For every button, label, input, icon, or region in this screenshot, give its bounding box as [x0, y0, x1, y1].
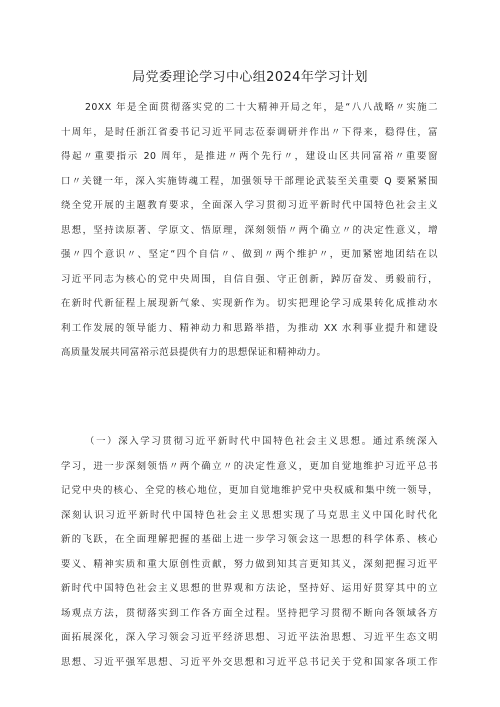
section-one-line: 思想、习近平强军思想、习近平外交思想和习近平总书记关于党和国家各项工作	[61, 656, 438, 668]
section-one-line: 深刻认识习近平新时代中国特色社会主义思想实现了马克思主义中国化时代化	[61, 509, 438, 521]
intro-paragraph-line: 在新时代新征程上展现新气象、实现新作为。切实把理论学习成果转化成推动水	[61, 298, 438, 309]
intro-paragraph-line: 绕全党开展的主题教育要求，全面深入学习贯彻习近平新时代中国特色社会主义	[61, 200, 438, 211]
section-one-line: 面拓展深化，深入学习领会习近平经济思想、习近平法治思想、习近平生态文明	[61, 632, 438, 643]
section-one-line: 记党中央的核心、全党的核心地位，更加自觉地维护党中央权威和集中统一领导，	[61, 485, 438, 496]
intro-paragraph-line: 利工作发展的领导能力、精神动力和思路举措，为推动 XX 水利事业提升和建设	[61, 322, 438, 334]
section-one-line: 要义、精神实质和重大原创性贡献，努力做到知其言更知其义，深刻把握习近平	[61, 558, 438, 570]
intro-paragraph-line: 强〃四个意识〃、坚定“四个自信〃、做到〃两个维护〃，更加紧密地团结在以	[61, 249, 438, 260]
intro-paragraph-line: 得起〃重要指示 20 周年，是推进〃两个先行〃，建设山区共同富裕〃重要窗	[61, 151, 438, 162]
section-one-line: 新时代中国特色社会主义思想的世界观和方法论，坚持好、运用好贯穿其中的立	[61, 583, 438, 594]
intro-paragraph-line: 高质量发展共同富裕示范县提供有力的思想保证和精神动力。	[61, 347, 327, 358]
section-one-line: （一）深入学习贯彻习近平新时代中国特色社会主义思想。通过系统深入	[85, 436, 438, 447]
section-one-line: 学习，进一步深刻领悟〃两个确立〃的决定性意义，更加自觉地维护习近平总书	[61, 460, 438, 472]
intro-paragraph-line: 口〃关键一年，深入实施铸魂工程，加强领导干部理论武装至关重要 Q 要紧紧围	[61, 175, 438, 187]
section-one-line: 新的飞跃，在全面理解把握的基础上进一步学习领会这一思想的科学体系、核心	[61, 534, 438, 545]
intro-paragraph-line: 20XX 年是全面贯彻落实党的二十大精神开局之年，是“八八战略〃实施二	[85, 102, 438, 113]
intro-paragraph-line: 思想，坚持读原著、学原文、悟原理，深刻领悟〃两个确立〃的决定性意义，增	[61, 224, 438, 236]
intro-paragraph-line: 习近平同志为核心的党中央周围，自信自强、守正创新，踔厉奋发、勇毅前行，	[61, 273, 438, 285]
intro-paragraph-line: 十周年，是时任浙江省委书记习近平同志莅泰调研并作出〃下得来，稳得住，富	[61, 126, 438, 138]
document-title: 局党委理论学习中心组2024年学习计划	[132, 70, 368, 85]
section-one-line: 场观点方法，贯彻落实到工作各方面全过程。坚持把学习贯彻不断向各领域各方	[61, 607, 438, 619]
